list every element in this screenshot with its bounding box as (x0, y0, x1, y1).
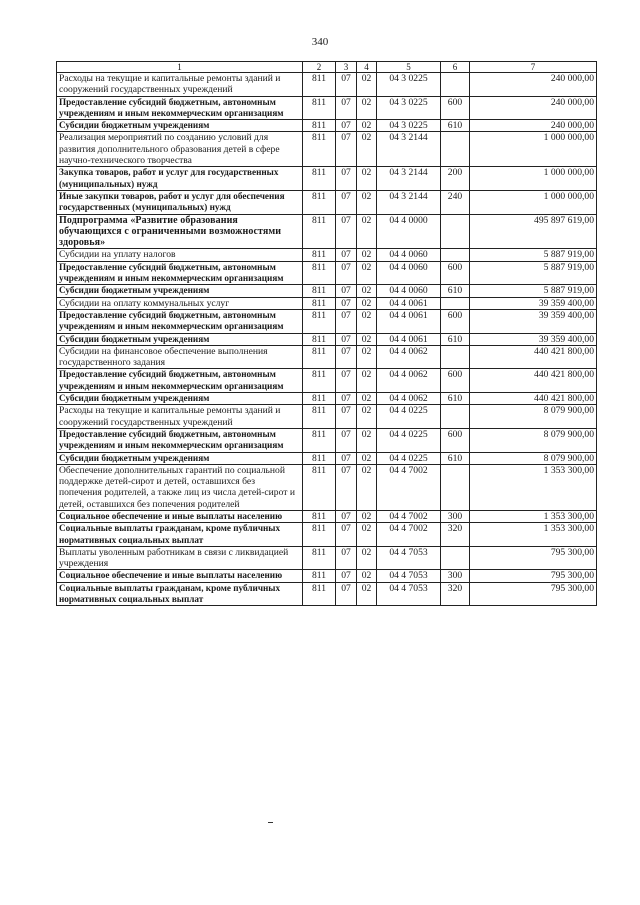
cell-expense-type: 300 (441, 570, 470, 582)
cell-subsection: 02 (357, 523, 377, 547)
cell-name: Предоставление субсидий бюджетным, автономным учреждениям и иным некоммерческим организациям (57, 369, 303, 393)
cell-expense-type (441, 405, 470, 429)
cell-target-article: 04 4 0061 (377, 309, 441, 333)
cell-subsection: 02 (357, 546, 377, 570)
cell-name: Субсидии бюджетным учреждениям (57, 285, 303, 297)
cell-amount: 8 079 900,00 (470, 428, 597, 452)
cell-target-article: 04 4 7002 (377, 510, 441, 522)
cell-section: 07 (336, 345, 357, 369)
cell-expense-type: 300 (441, 510, 470, 522)
cell-target-article: 04 4 7053 (377, 546, 441, 570)
cell-target-article: 04 3 0225 (377, 96, 441, 120)
cell-section: 07 (336, 464, 357, 510)
cell-name: Социальные выплаты гражданам, кроме публичных нормативных социальных выплат (57, 582, 303, 606)
table-row (57, 297, 597, 309)
cell-subsection: 02 (357, 582, 377, 606)
cell-subsection: 02 (357, 452, 377, 464)
cell-expense-type: 600 (441, 96, 470, 120)
cell-section: 07 (336, 261, 357, 285)
table-row (57, 345, 597, 369)
cell-target-article: 04 4 0061 (377, 333, 441, 345)
header-col-7: 7 (470, 62, 597, 73)
cell-expense-type (441, 345, 470, 369)
cell-amount: 795 300,00 (470, 582, 597, 606)
cell-amount: 8 079 900,00 (470, 405, 597, 429)
cell-name: Субсидии на финансовое обеспечение выполнения государственного задания (57, 345, 303, 369)
cell-expense-type: 610 (441, 393, 470, 405)
cell-amount: 440 421 800,00 (470, 369, 597, 393)
header-col-3: 3 (336, 62, 357, 73)
cell-subsection: 02 (357, 464, 377, 510)
cell-target-article: 04 4 0225 (377, 405, 441, 429)
cell-section: 07 (336, 249, 357, 261)
cell-target-article: 04 3 2144 (377, 167, 441, 191)
cell-section: 07 (336, 132, 357, 167)
cell-name: Предоставление субсидий бюджетным, автономным учреждениям и иным некоммерческим организациям (57, 428, 303, 452)
cell-expense-type: 610 (441, 333, 470, 345)
cell-expense-type: 320 (441, 582, 470, 606)
cell-amount: 240 000,00 (470, 96, 597, 120)
cell-target-article: 04 4 7053 (377, 582, 441, 606)
cell-target-article: 04 4 0225 (377, 428, 441, 452)
cell-target-article: 04 4 0060 (377, 249, 441, 261)
cell-amount: 39 359 400,00 (470, 333, 597, 345)
cell-admin-code: 811 (303, 132, 336, 167)
cell-admin-code: 811 (303, 393, 336, 405)
cell-admin-code: 811 (303, 333, 336, 345)
cell-subsection: 02 (357, 73, 377, 97)
cell-amount: 39 359 400,00 (470, 309, 597, 333)
cell-section: 07 (336, 510, 357, 522)
cell-name: Субсидии бюджетным учреждениям (57, 393, 303, 405)
cell-target-article: 04 4 0000 (377, 214, 441, 249)
cell-subsection: 02 (357, 190, 377, 214)
cell-expense-type: 200 (441, 167, 470, 191)
cell-amount: 440 421 800,00 (470, 345, 597, 369)
cell-amount: 5 887 919,00 (470, 285, 597, 297)
cell-admin-code: 811 (303, 297, 336, 309)
cell-section: 07 (336, 369, 357, 393)
cell-section: 07 (336, 73, 357, 97)
table-row (57, 570, 597, 582)
cell-expense-type: 240 (441, 190, 470, 214)
cell-subsection: 02 (357, 369, 377, 393)
cell-name: Предоставление субсидий бюджетным, автономным учреждениям и иным некоммерческим организациям (57, 96, 303, 120)
cell-expense-type: 600 (441, 369, 470, 393)
cell-admin-code: 811 (303, 345, 336, 369)
table-row (57, 452, 597, 464)
cell-admin-code: 811 (303, 570, 336, 582)
cell-target-article: 04 4 0062 (377, 369, 441, 393)
cell-name: Социальное обеспечение и иные выплаты населению (57, 570, 303, 582)
header-col-6: 6 (441, 62, 470, 73)
cell-expense-type (441, 297, 470, 309)
table-row (57, 190, 597, 214)
cell-admin-code: 811 (303, 249, 336, 261)
cell-section: 07 (336, 214, 357, 249)
cell-subsection: 02 (357, 96, 377, 120)
cell-admin-code: 811 (303, 120, 336, 132)
cell-name: Субсидии бюджетным учреждениям (57, 452, 303, 464)
cell-admin-code: 811 (303, 190, 336, 214)
cell-subsection: 02 (357, 570, 377, 582)
cell-amount: 1 353 300,00 (470, 523, 597, 547)
cell-section: 07 (336, 120, 357, 132)
cell-section: 07 (336, 167, 357, 191)
cell-section: 07 (336, 285, 357, 297)
cell-expense-type (441, 73, 470, 97)
header-row (57, 62, 597, 73)
cell-admin-code: 811 (303, 428, 336, 452)
header-col-5: 5 (377, 62, 441, 73)
table-row (57, 393, 597, 405)
cell-admin-code: 811 (303, 510, 336, 522)
cell-name: Выплаты уволенным работникам в связи с ликвидацией учреждения (57, 546, 303, 570)
table-row (57, 309, 597, 333)
cell-section: 07 (336, 405, 357, 429)
cell-expense-type (441, 132, 470, 167)
cell-section: 07 (336, 582, 357, 606)
table-row (57, 428, 597, 452)
cell-name: Субсидии на оплату коммунальных услуг (57, 297, 303, 309)
cell-expense-type: 600 (441, 428, 470, 452)
cell-expense-type: 600 (441, 261, 470, 285)
cell-subsection: 02 (357, 120, 377, 132)
cell-expense-type: 600 (441, 309, 470, 333)
cell-amount: 5 887 919,00 (470, 261, 597, 285)
cell-section: 07 (336, 96, 357, 120)
cell-admin-code: 811 (303, 546, 336, 570)
cell-amount: 1 000 000,00 (470, 190, 597, 214)
table-row (57, 405, 597, 429)
cell-section: 07 (336, 297, 357, 309)
cell-subsection: 02 (357, 333, 377, 345)
cell-section: 07 (336, 428, 357, 452)
cell-subsection: 02 (357, 132, 377, 167)
cell-expense-type (441, 464, 470, 510)
budget-table (56, 61, 597, 606)
table-row (57, 73, 597, 97)
cell-name: Субсидии бюджетным учреждениям (57, 120, 303, 132)
cell-name: Предоставление субсидий бюджетным, автономным учреждениям и иным некоммерческим организациям (57, 261, 303, 285)
cell-subsection: 02 (357, 249, 377, 261)
cell-name: Субсидии бюджетным учреждениям (57, 333, 303, 345)
cell-subsection: 02 (357, 261, 377, 285)
cell-name: Иные закупки товаров, работ и услуг для обеспечения государственных (муниципальных) нужд (57, 190, 303, 214)
table-row (57, 167, 597, 191)
cell-section: 07 (336, 452, 357, 464)
cell-amount: 795 300,00 (470, 546, 597, 570)
cell-name: Подпрограмма «Развитие образования обучающихся с ограниченными возможностями здоровья» (57, 214, 303, 249)
cell-subsection: 02 (357, 167, 377, 191)
table-row (57, 369, 597, 393)
cell-name: Предоставление субсидий бюджетным, автономным учреждениям и иным некоммерческим организациям (57, 309, 303, 333)
table-row (57, 510, 597, 522)
cell-subsection: 02 (357, 405, 377, 429)
table-row (57, 582, 597, 606)
table-row (57, 96, 597, 120)
cell-target-article: 04 4 7053 (377, 570, 441, 582)
cell-expense-type: 320 (441, 523, 470, 547)
cell-section: 07 (336, 190, 357, 214)
cell-target-article: 04 4 7002 (377, 464, 441, 510)
page-number: 340 (311, 36, 329, 48)
cell-amount: 39 359 400,00 (470, 297, 597, 309)
cell-expense-type: 610 (441, 120, 470, 132)
cell-section: 07 (336, 523, 357, 547)
cell-admin-code: 811 (303, 285, 336, 297)
cell-amount: 495 897 619,00 (470, 214, 597, 249)
cell-subsection: 02 (357, 345, 377, 369)
cell-admin-code: 811 (303, 214, 336, 249)
header-col-2: 2 (303, 62, 336, 73)
cell-target-article: 04 4 0225 (377, 452, 441, 464)
table-row (57, 523, 597, 547)
header-col-1: 1 (57, 62, 303, 73)
cell-target-article: 04 4 0062 (377, 393, 441, 405)
cell-admin-code: 811 (303, 582, 336, 606)
cell-target-article: 04 4 0061 (377, 297, 441, 309)
table-row (57, 464, 597, 510)
cell-name: Расходы на текущие и капитальные ремонты зданий и сооружений государственных учреждений (57, 405, 303, 429)
cell-admin-code: 811 (303, 523, 336, 547)
cell-target-article: 04 3 2144 (377, 132, 441, 167)
table-row (57, 120, 597, 132)
cell-admin-code: 811 (303, 73, 336, 97)
cell-target-article: 04 3 0225 (377, 120, 441, 132)
cell-subsection: 02 (357, 428, 377, 452)
table-row (57, 261, 597, 285)
cell-name: Расходы на текущие и капитальные ремонты зданий и сооружений государственных учреждений (57, 73, 303, 97)
cell-section: 07 (336, 393, 357, 405)
table-row (57, 333, 597, 345)
cell-target-article: 04 4 0060 (377, 285, 441, 297)
cell-subsection: 02 (357, 297, 377, 309)
cell-name: Закупка товаров, работ и услуг для государственных (муниципальных) нужд (57, 167, 303, 191)
cell-subsection: 02 (357, 393, 377, 405)
cell-name: Реализация мероприятий по созданию условий для развития дополнительного образования детей в сфере научно-технического творчества (57, 132, 303, 167)
cell-expense-type (441, 214, 470, 249)
footer-mark (268, 822, 273, 823)
cell-admin-code: 811 (303, 369, 336, 393)
cell-admin-code: 811 (303, 167, 336, 191)
cell-subsection: 02 (357, 214, 377, 249)
cell-name: Субсидии на уплату налогов (57, 249, 303, 261)
table-row (57, 214, 597, 249)
cell-expense-type: 610 (441, 452, 470, 464)
cell-section: 07 (336, 333, 357, 345)
cell-subsection: 02 (357, 285, 377, 297)
cell-section: 07 (336, 570, 357, 582)
cell-admin-code: 811 (303, 96, 336, 120)
cell-amount: 8 079 900,00 (470, 452, 597, 464)
cell-expense-type: 610 (441, 285, 470, 297)
cell-amount: 1 000 000,00 (470, 167, 597, 191)
table-row (57, 249, 597, 261)
cell-name: Социальные выплаты гражданам, кроме публичных нормативных социальных выплат (57, 523, 303, 547)
cell-amount: 240 000,00 (470, 73, 597, 97)
cell-target-article: 04 4 7002 (377, 523, 441, 547)
cell-expense-type (441, 546, 470, 570)
cell-amount: 440 421 800,00 (470, 393, 597, 405)
cell-admin-code: 811 (303, 405, 336, 429)
table-row (57, 132, 597, 167)
cell-target-article: 04 4 0062 (377, 345, 441, 369)
cell-target-article: 04 4 0060 (377, 261, 441, 285)
table-row (57, 546, 597, 570)
cell-admin-code: 811 (303, 464, 336, 510)
cell-name: Социальное обеспечение и иные выплаты населению (57, 510, 303, 522)
cell-amount: 1 000 000,00 (470, 132, 597, 167)
cell-amount: 5 887 919,00 (470, 249, 597, 261)
cell-target-article: 04 3 0225 (377, 73, 441, 97)
cell-amount: 1 353 300,00 (470, 510, 597, 522)
cell-subsection: 02 (357, 309, 377, 333)
cell-section: 07 (336, 546, 357, 570)
cell-name: Обеспечение дополнительных гарантий по социальной поддержке детей-сирот и детей, оставшихся без попечения родителей, а также лиц из числа детей-сирот и детей, оставшихся без попечения родителей (57, 464, 303, 510)
cell-amount: 795 300,00 (470, 570, 597, 582)
cell-admin-code: 811 (303, 452, 336, 464)
cell-subsection: 02 (357, 510, 377, 522)
cell-admin-code: 811 (303, 309, 336, 333)
cell-expense-type (441, 249, 470, 261)
cell-target-article: 04 3 2144 (377, 190, 441, 214)
cell-amount: 1 353 300,00 (470, 464, 597, 510)
cell-section: 07 (336, 309, 357, 333)
cell-amount: 240 000,00 (470, 120, 597, 132)
cell-admin-code: 811 (303, 261, 336, 285)
header-col-4: 4 (357, 62, 377, 73)
table-row (57, 285, 597, 297)
